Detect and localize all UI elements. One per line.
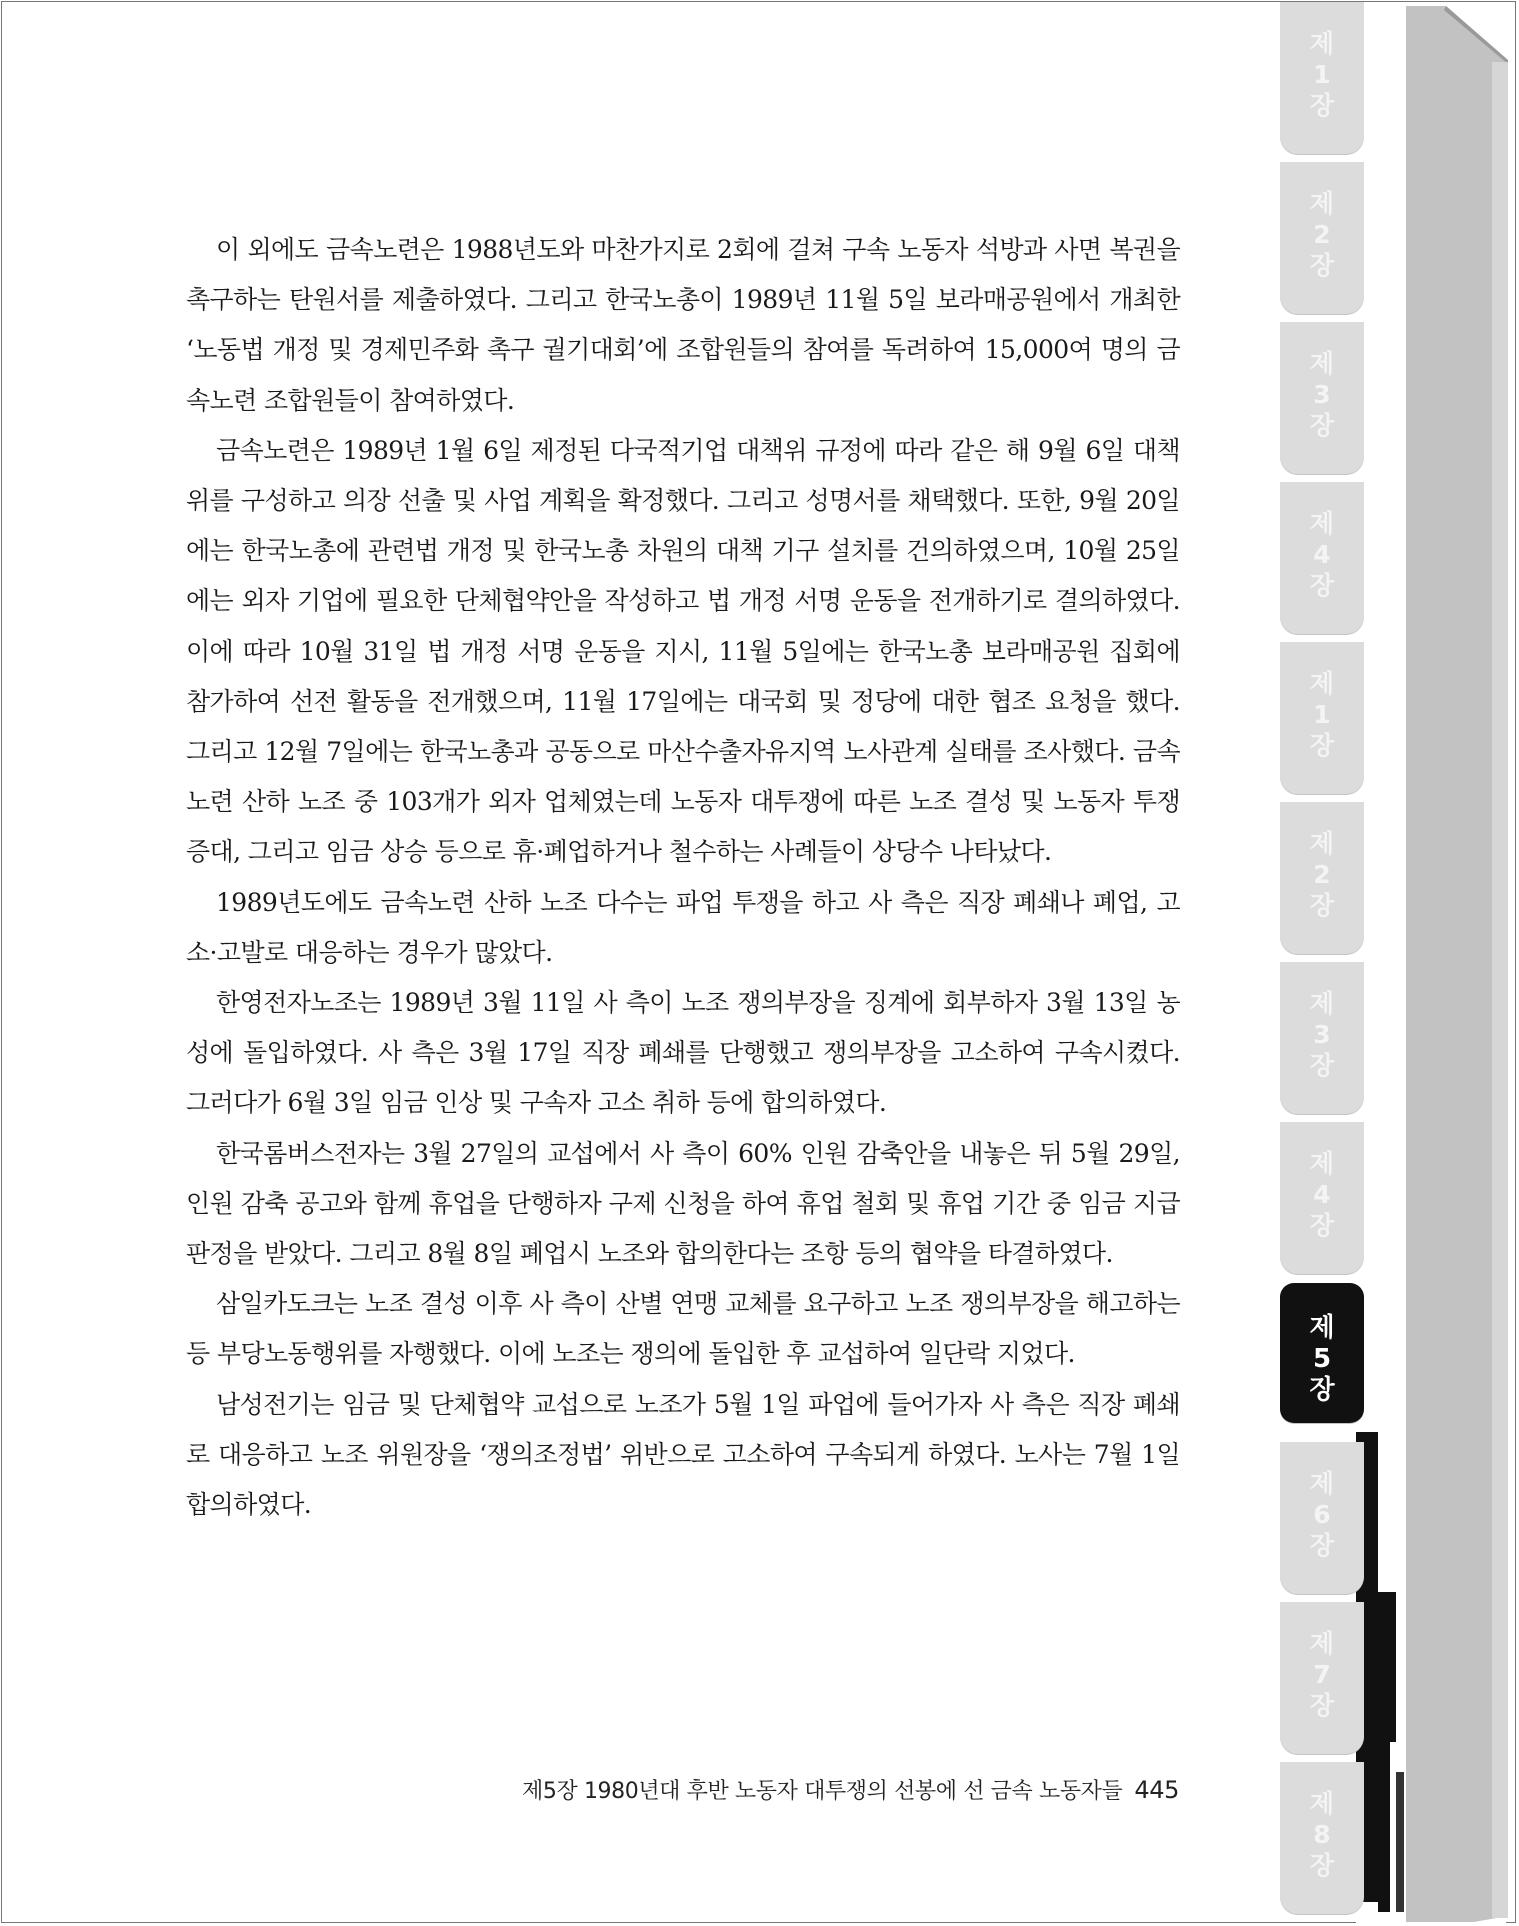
chapter-tab-char: 장 <box>1309 1375 1335 1405</box>
chapter-tab-char: 장 <box>1309 1851 1335 1880</box>
body-text <box>186 225 1180 1530</box>
chapter-tab-char: 장 <box>1309 1531 1335 1560</box>
chapter-tab[interactable] <box>1280 482 1364 634</box>
chapter-tab-char: 제 <box>1309 349 1335 378</box>
chapter-tab-char: 1 <box>1313 700 1331 729</box>
chapter-tab[interactable] <box>1280 802 1364 954</box>
chapter-tab-char: 장 <box>1309 91 1335 120</box>
paragraph: 한국롬버스전자는 3월 27일의 교섭에서 사 측이 60% 인원 감축안을 내놓은 뒤 5월 29일, 인원 감축 공고와 함께 휴업을 단행하자 구제 신청을 하여 휴업 철회 및 휴업 기간 중 임금 지급 판정을 받았다. 그리고 8월 8일 폐업시 노조와 합의한다는 조항 등의 협약을 타결하였다. <box>186 1138 1180 1269</box>
chapter-tab[interactable] <box>1280 2 1364 154</box>
chapter-tab-char: 5 <box>1312 1344 1332 1374</box>
chapter-tab[interactable] <box>1280 1762 1364 1914</box>
chapter-tab-char: 제 <box>1309 1629 1335 1658</box>
paragraph: 남성전기는 임금 및 단체협약 교섭으로 노조가 5월 1일 파업에 들어가자 사 측은 직장 폐쇄로 대응하고 노조 위원장을 ‘쟁의조정법’ 위반으로 고소하여 구속되게 하였다. 노사는 7월 1일 합의하였다. <box>186 1389 1180 1520</box>
chapter-tab-char: 장 <box>1309 1211 1335 1240</box>
paragraph: 1989년도에도 금속노련 산하 노조 다수는 파업 투쟁을 하고 사 측은 직장 폐쇄나 폐업, 고소·고발로 대응하는 경우가 많았다. <box>186 887 1180 967</box>
chapter-tab-char: 제 <box>1309 509 1335 538</box>
chapter-tab-char: 4 <box>1313 540 1331 569</box>
chapter-tab[interactable] <box>1280 1602 1364 1754</box>
chapter-tab-char: 제 <box>1309 829 1335 858</box>
chapter-tab-char: 제 <box>1309 989 1335 1018</box>
paragraph: 이 외에도 금속노련은 1988년도와 마찬가지로 2회에 걸쳐 구속 노동자 석방과 사면 복권을 촉구하는 탄원서를 제출하였다. 그리고 한국노총이 1989년 11월 5일 보라매공원에서 개최한 ‘노동법 개정 및 경제민주화 촉구 궐기대회’에 조합원들의 참여를 독려하여 15,000여 명의 금속노련 조합원들이 참여하였다. <box>186 235 1180 415</box>
book-edge-graphic <box>1356 2 1516 1924</box>
paragraph: 한영전자노조는 1989년 3월 11일 사 측이 노조 쟁의부장을 징계에 회부하자 3월 13일 농성에 돌입하였다. 사 측은 3월 17일 직장 폐쇄를 단행했고 쟁의부장을 고소하여 구속시켰다. 그러다가 6월 3일 임금 인상 및 구속자 고소 취하 등에 합의하였다. <box>186 988 1180 1118</box>
chapter-tab-char: 제 <box>1309 1789 1335 1818</box>
chapter-tab-char: 장 <box>1309 731 1335 760</box>
chapter-tab-char: 제 <box>1309 29 1335 58</box>
chapter-tab-char: 2 <box>1313 860 1331 889</box>
chapter-tab-char: 8 <box>1313 1820 1331 1849</box>
chapter-tab-char: 장 <box>1309 571 1335 600</box>
chapter-tab-char: 제 <box>1309 1149 1335 1178</box>
chapter-tab[interactable] <box>1280 1283 1364 1423</box>
running-title: 제5장 1980년대 후반 노동자 대투쟁의 선봉에 선 금속 노동자들 <box>522 1779 1123 1804</box>
chapter-tab[interactable] <box>1280 322 1364 474</box>
chapter-tab[interactable] <box>1280 1122 1364 1274</box>
chapter-tab-char: 제 <box>1309 1313 1335 1343</box>
chapter-tab[interactable] <box>1280 162 1364 314</box>
chapter-tab-char: 6 <box>1313 1500 1331 1529</box>
chapter-tab-char: 4 <box>1313 1180 1331 1209</box>
paragraph: 삼일카도크는 노조 결성 이후 사 측이 산별 연맹 교체를 요구하고 노조 쟁의부장을 해고하는 등 부당노동행위를 자행했다. 이에 노조는 쟁의에 돌입한 후 교섭하여 일단락 지었다. <box>186 1289 1180 1369</box>
chapter-tab-char: 7 <box>1313 1660 1331 1689</box>
chapter-tab-char: 장 <box>1309 891 1335 920</box>
chapter-tab-char: 3 <box>1313 1020 1331 1049</box>
chapter-tab[interactable] <box>1280 642 1364 794</box>
chapter-tab-char: 제 <box>1309 1469 1335 1498</box>
chapter-tab-char: 2 <box>1313 220 1331 249</box>
chapter-tab-char: 장 <box>1309 411 1335 440</box>
page-number: 445 <box>1134 1776 1179 1804</box>
chapter-tab-char: 장 <box>1309 251 1335 280</box>
chapter-tab[interactable] <box>1280 962 1364 1114</box>
chapter-tab-char: 3 <box>1313 380 1331 409</box>
page-footer <box>522 1774 1179 1805</box>
chapter-tab[interactable] <box>1280 1442 1364 1594</box>
chapter-tab-char: 제 <box>1309 189 1335 218</box>
chapter-tab-char: 제 <box>1309 669 1335 698</box>
book-edge <box>1356 2 1516 1924</box>
chapter-tab-char: 장 <box>1309 1051 1335 1080</box>
paragraph: 금속노련은 1989년 1월 6일 제정된 다국적기업 대책위 규정에 따라 같은 해 9월 6일 대책위를 구성하고 의장 선출 및 사업 계획을 확정했다. 그리고 성명서를 채택했다. 또한, 9월 20일에는 한국노총에 관련법 개정 및 한국노총 차원의 대책 기구 설치를 건의하였으며, 10월 25일에는 외자 기업에 필요한 단체협약안을 작성하고 법 개정 서명 운동을 전개하기로 결의하였다. 이에 따라 10월 31일 법 개정 서명 운동을 지시, 11월 5일에는 한국노총 보라매공원 집회에 참가하여 선전 활동을 전개했으며, 11월 17일에는 대국회 및 정당에 대한 협조 요청을 했다. 그리고 12월 7일에는 한국노총과 공동으로 마산수출자유지역 노사관계 실태를 조사했다. 금속노련 산하 노조 중 103개가 외자 업체였는데 노동자 대투쟁에 따른 노조 결성 및 노동자 투쟁 증대, 그리고 임금 상승 등으로 휴·폐업하거나 철수하는 사례들이 상당수 나타났다. <box>186 435 1180 867</box>
chapter-tab-char: 1 <box>1313 60 1331 89</box>
chapter-tab-char: 장 <box>1309 1691 1335 1720</box>
